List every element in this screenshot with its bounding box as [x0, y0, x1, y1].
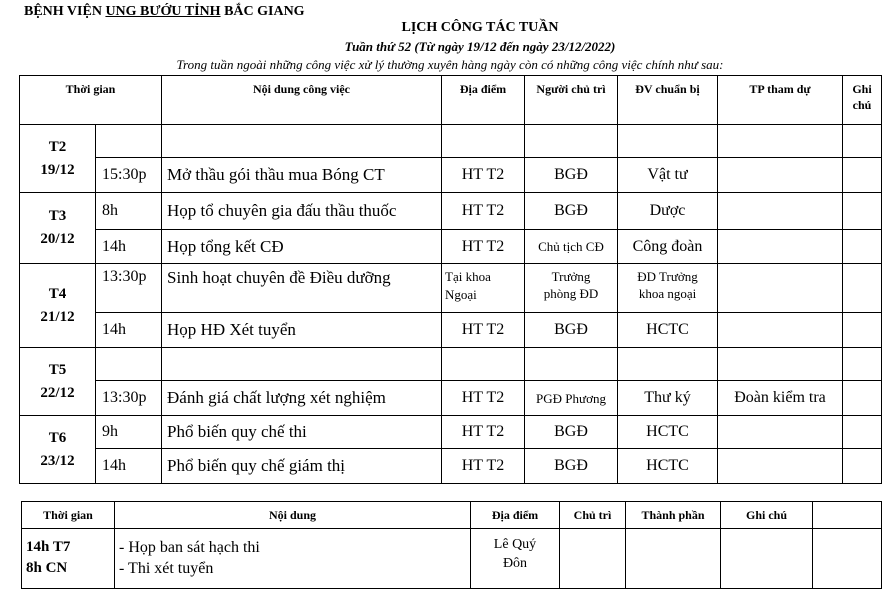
extra-col-header-content: Nội dung [115, 502, 471, 529]
note-cell [843, 193, 882, 230]
table-row [20, 381, 882, 416]
prep-cell: Vật tư [618, 158, 718, 193]
day-date: 21/12 [40, 308, 75, 325]
place-cell [442, 348, 525, 381]
day-date: 19/12 [40, 161, 75, 178]
attend-cell: Đoàn kiểm tra [718, 381, 843, 416]
day-label: T5 [48, 361, 67, 378]
place-line: Ngoại [445, 287, 477, 302]
extra-col-header-note: Ghi chú [721, 502, 813, 529]
schedule-header-row [20, 76, 882, 125]
extra-col-header-members: Thành phần [626, 502, 721, 529]
content-line: - Thi xét tuyển [119, 560, 214, 577]
note-cell [843, 264, 882, 313]
chair-line: phòng ĐD [543, 286, 599, 301]
chair-cell: Chủ tịch CĐ [525, 230, 618, 264]
chair-cell [525, 264, 618, 313]
note-cell [843, 313, 882, 348]
content-cell: Phổ biến quy chế thi [162, 416, 442, 449]
chair-cell: BGĐ [525, 449, 618, 484]
day-cell-t3 [20, 193, 96, 264]
week-range: Tuần thứ 52 (Từ ngày 19/12 đến ngày 23/12/2022) [344, 39, 616, 54]
col-header-time: Thời gian [20, 76, 162, 125]
table-row [20, 348, 882, 381]
day-date: 20/12 [40, 231, 75, 247]
hospital-name-part3: BẮC GIANG [220, 4, 305, 19]
prep-cell [618, 125, 718, 158]
day-cell-t5 [20, 348, 96, 416]
extra-col-header-blank [813, 502, 882, 529]
chair-cell: BGĐ [525, 193, 618, 230]
prep-cell: HCTC [618, 449, 718, 484]
time-cell: 14h [96, 449, 162, 484]
place-cell: HT T2 [442, 193, 525, 230]
time-line: 8h CN [26, 560, 68, 576]
table-row [20, 230, 882, 264]
place-cell: HT T2 [442, 381, 525, 416]
time-cell: 13:30p [96, 264, 162, 313]
col-header-chair: Người chủ trì [525, 76, 618, 125]
place-cell [442, 264, 525, 313]
place-cell: HT T2 [442, 313, 525, 348]
content-line: - Họp ban sát hạch thi [119, 539, 260, 556]
place-cell: HT T2 [442, 158, 525, 193]
time-cell: 14h [96, 230, 162, 264]
day-date: 22/12 [40, 384, 75, 401]
table-row [20, 125, 882, 158]
prep-cell: Thư ký [618, 381, 718, 416]
attend-cell [718, 158, 843, 193]
attend-cell [718, 193, 843, 230]
table-row [20, 416, 882, 449]
content-cell: Mở thầu gói thầu mua Bóng CT [162, 158, 442, 193]
attend-cell [718, 125, 843, 158]
day-label: T4 [48, 285, 67, 302]
attend-cell [718, 348, 843, 381]
day-cell-t2 [20, 125, 96, 193]
place-cell [442, 125, 525, 158]
content-cell: Đánh giá chất lượng xét nghiệm [162, 381, 442, 416]
time-cell: 15:30p [96, 158, 162, 193]
day-label: T6 [48, 429, 67, 446]
document-title: LỊCH CÔNG TÁC TUẦN [401, 20, 559, 35]
chair-cell: BGĐ [525, 158, 618, 193]
place-cell: HT T2 [442, 449, 525, 484]
chair-cell: PGĐ Phương [525, 381, 618, 416]
prep-line: ĐD Trưởng [637, 269, 698, 284]
chair-cell: BGĐ [525, 416, 618, 449]
note-cell [843, 381, 882, 416]
prep-cell [618, 348, 718, 381]
col-header-content: Nội dung công việc [162, 76, 442, 125]
note-cell [843, 230, 882, 264]
note-cell [843, 158, 882, 193]
extra-col-header-time: Thời gian [22, 502, 115, 529]
note-cell [843, 348, 882, 381]
table-row [20, 313, 882, 348]
content-cell: Sinh hoạt chuyên đề Điều dưỡng [162, 264, 442, 313]
extra-header-row [22, 502, 882, 529]
content-cell: Họp tổ chuyên gia đấu thầu thuốc [162, 193, 442, 230]
time-line: 14h T7 [26, 539, 71, 555]
attend-cell [718, 449, 843, 484]
time-cell [96, 348, 162, 381]
content-cell: Họp HĐ Xét tuyển [162, 313, 442, 348]
place-cell: HT T2 [442, 416, 525, 449]
weekend-schedule-table [21, 501, 882, 589]
prep-cell: Dược [618, 193, 718, 230]
day-label: T3 [48, 208, 67, 224]
day-cell-t6 [20, 416, 96, 484]
content-cell [162, 125, 442, 158]
chair-line: Trưởng [551, 269, 591, 284]
table-row [20, 158, 882, 193]
content-cell: Họp tổng kết CĐ [162, 230, 442, 264]
intro-text: Trong tuần ngoài những công việc xử lý thường xuyên hàng ngày còn có những công việc chính như sau: [176, 57, 724, 72]
col-header-attend: TP tham dự [718, 76, 843, 125]
day-label: T2 [48, 138, 67, 155]
table-row [20, 449, 882, 484]
content-cell [162, 348, 442, 381]
place-line: Lê Quý [493, 537, 537, 552]
hospital-name-part1: BỆNH VIỆN [24, 4, 106, 19]
attend-cell [718, 230, 843, 264]
prep-cell [618, 264, 718, 313]
prep-cell: Công đoàn [618, 230, 718, 264]
prep-cell: HCTC [618, 313, 718, 348]
col-header-note: Ghi chú [843, 76, 882, 125]
extra-col-header-place: Địa điểm [471, 502, 560, 529]
note-cell [843, 449, 882, 484]
hospital-name-part2: UNG BƯỚU TỈNH [105, 4, 221, 19]
time-cell: 13:30p [96, 381, 162, 416]
chair-cell [525, 125, 618, 158]
place-cell: HT T2 [442, 230, 525, 264]
time-cell: 8h [96, 193, 162, 230]
weekly-schedule-table [19, 75, 882, 484]
content-cell: Phổ biến quy chế giám thị [162, 449, 442, 484]
time-cell [96, 125, 162, 158]
place-line: Đôn [502, 556, 528, 571]
note-cell [843, 125, 882, 158]
day-date: 23/12 [40, 452, 75, 469]
prep-cell: HCTC [618, 416, 718, 449]
time-cell: 14h [96, 313, 162, 348]
note-cell [843, 416, 882, 449]
attend-cell [718, 416, 843, 449]
hospital-name [24, 4, 305, 20]
time-cell: 9h [96, 416, 162, 449]
col-header-place: Địa điểm [442, 76, 525, 125]
chair-cell [525, 348, 618, 381]
prep-line: khoa ngoại [638, 286, 697, 301]
table-row [20, 264, 882, 313]
table-row [20, 193, 882, 230]
col-header-prep: ĐV chuẩn bị [618, 76, 718, 125]
attend-cell [718, 313, 843, 348]
day-cell-t4 [20, 264, 96, 348]
attend-cell [718, 264, 843, 313]
place-line: Tại khoa [445, 269, 491, 284]
extra-col-header-chair: Chủ trì [560, 502, 626, 529]
chair-cell: BGĐ [525, 313, 618, 348]
